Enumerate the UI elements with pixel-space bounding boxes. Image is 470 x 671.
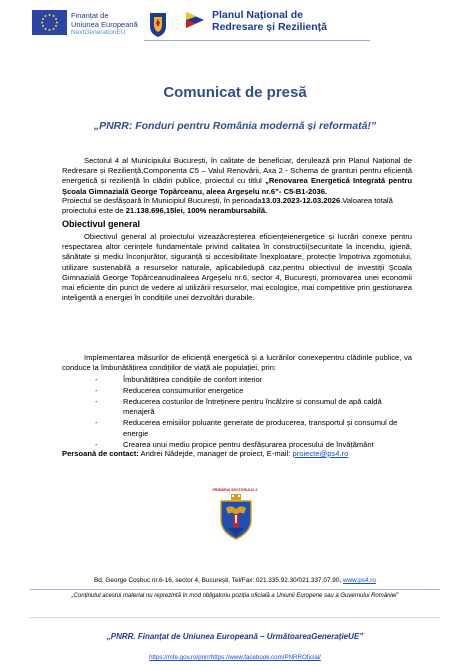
implementation-paragraph [62,353,412,373]
list-item-text: Crearea unui mediu propice pentru desfășurarea procesului de învățământ [123,439,374,449]
list-item-text: Reducerea emisiilor poluante generate de producerea, transportul și consumul de energie [123,418,398,438]
period-text: Proiectul se desfășoară în Municipiul București, în perioada [62,196,262,205]
eu-flag-icon [32,10,67,35]
list-dash: - [95,418,98,428]
eu-line3: NextGenerationEU [71,29,126,36]
footer-divider-2 [30,617,440,618]
objective-text: Obiectivul general al proiectului vizeazăcreșterea eficiențeienergetice și lucrări conexe pentru respectarea altor cerințele fundamentale privind calitatea în construcții(securitate la incendiu, igienă, sănătate și mediu înconjurător, siguranță și accesibilitate înexploatare, protecție împotriva zgomotului, utilizare sustenabilă a resurselor naturale, aplicabiledupă caz,pentru obiectivul de investiții Școala Gimnazială George Topârceanudinaleea Argeșelu nr.6, sector 4, București, promovarea unei economii mai eficiente din punct de vedere al utilizării resurselor, mai ecologice, mai competitive prin gestionarea inteligentă a energiei în condițiile unei dezvoltări durabile. [62,232,412,303]
intro-paragraph [62,156,412,197]
eu-line2: Uniunea Europeană [71,19,138,29]
pnrr-line1: Planul Național de [212,9,304,21]
sector4-crest-icon [218,494,254,540]
list-dash: - [95,439,98,449]
section-heading: Obiectivul general [62,219,141,229]
list-dash: - [95,396,98,406]
benefits-list [95,375,415,451]
bottom-links[interactable]: https://mfe.gov.ro/pnrr/https://www.facebook.com/PNRROficial/ [149,654,321,661]
list-item [95,386,415,397]
list-item-text: Reducerea costurilor de întreținere pentru încălzire și consumul de apă caldă menajeră [123,396,382,417]
page-title: Comunicat de presă [163,84,307,101]
header-divider [144,40,370,41]
footer-address [0,577,470,584]
period-paragraph [62,196,412,216]
website-link[interactable]: www.ps4.ro [342,577,376,584]
footer-divider [30,589,440,590]
contact-line [62,449,348,458]
page-subtitle: „PNRR: Fonduri pentru România modernă și reformată!” [93,120,377,132]
value-text: .Valoarea totală proiectului este de [62,196,393,216]
pnrr-line2: Redresare și Reziliență [212,21,327,33]
list-dash: - [95,375,98,384]
objective-paragraph [62,232,412,303]
pnrr-label [212,9,362,33]
project-title: „Renovarea Energetică Integrată pentru Școala Gimnazială George Topârceanu, aleea Argeșelu nr.6”- C5-B1-2036. [62,176,412,196]
address-text: Bd. George Coșbuc nr.6-16, sector 4, București, Tel/Fax: 021.335.92.30/021.337.07.90, [94,577,343,584]
project-value: 21.138.696,15lei, 100% nerambursabilă. [125,206,268,216]
disclaimer: „Conținutul acestui material nu reprezintă în mod obligatoriu poziția oficială a Uniunii Europene sau a Guvernului României” [71,593,399,599]
intro-text: Sectorul 4 al Municipiului București, în calitate de beneficiar, derulează prin Planul Național de Redresare și Reziliență,Componenta C5 – Valul Renovării, Axa 2 - Schema de granturi pentru eficiență energetică și reziliență în clădiri publice, proiectul cu titlul [62,156,412,186]
pnrr-flag-icon [184,10,206,30]
romania-crest-icon [146,10,170,38]
list-dash: - [95,385,98,395]
list-item-text: Îmbunătățirea condițiile de confort interior [123,375,263,384]
contact-text: Andrei Nădejde, manager de proiect, E-mail: [138,449,293,458]
list-item-text: Reducerea consumurilor energetice [123,385,244,395]
contact-email-link[interactable]: proiecte@ps4.ro [292,449,349,458]
list-item [95,397,415,419]
project-period: 13.03.2023-12.03.2026 [261,196,341,205]
contact-label: Persoană de contact: [62,449,139,458]
sector-label: PRIMĂRIA SECTORULUI 4 [212,488,258,492]
header [0,0,470,52]
list-item [95,375,415,386]
eu-line1: Finanțat de [71,11,109,20]
bottom-title: „PNRR. Finanțat de Uniunea Europeană – UrmătoareaGenerațieUE” [106,632,364,641]
list-item [95,418,415,440]
implementation-text: Implementarea măsurilor de eficiență energetică și a lucrărilor conexepentru clădirile publice, va conduce la îmbunătățirea condițiilor de viață ale populației, prin: [62,353,412,373]
eu-stars-icon [32,10,67,35]
